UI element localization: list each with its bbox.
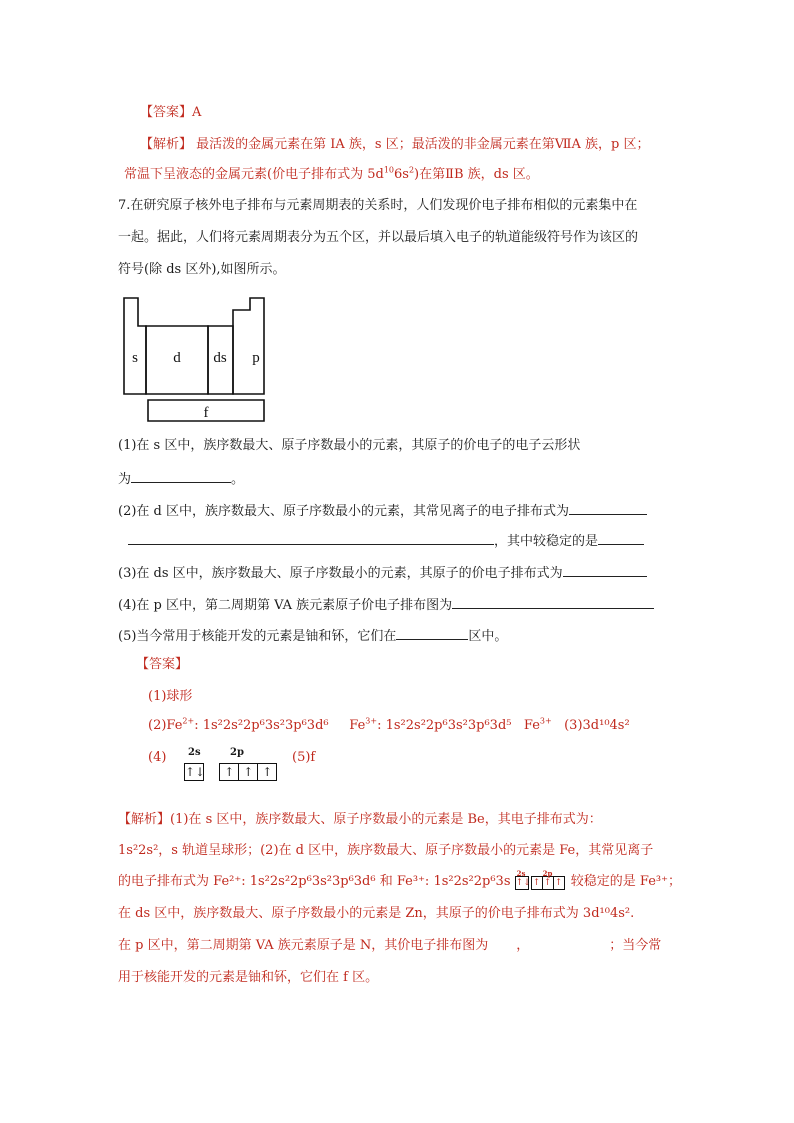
answer-blank-2a[interactable] xyxy=(569,500,647,515)
analysis-line-2-prev: 常温下呈液态的金属元素(价电子排布式为 $5d^{10}6s^2$)在第ⅡB 族，ds 区。 xyxy=(124,165,539,182)
q7-sub-1-blank-line: 为 。 xyxy=(118,468,244,489)
answer-1: (1)球形 xyxy=(148,689,193,704)
q7-sub-5: (5)当今常用于核能开发的元素是铀和钚，它们在 区中。 xyxy=(118,625,507,646)
answer-5: (5)f xyxy=(292,750,316,765)
orbital-2p-box: ↑ xyxy=(219,763,239,781)
periodic-table-block-diagram xyxy=(118,292,274,426)
answer-label-prev: 【答案】A xyxy=(140,105,202,120)
q7-line-3: 符号(除 ds 区外),如图所示。 xyxy=(118,262,286,277)
orbital-diagram-answer xyxy=(184,747,276,781)
answer-blank-1[interactable] xyxy=(131,468,231,483)
q7-line-1: 7.在研究原子核外电子排布与元素周期表的关系时，人们发现价电子排布相似的元素集中在 xyxy=(118,198,638,213)
q7-sub-1: (1)在 s 区中，族序数最大、原子序数最小的元素，其原子的价电子的电子云形状 xyxy=(118,438,581,453)
ds-block-label: ds xyxy=(213,350,227,366)
answer-4-label: (4) xyxy=(148,750,167,765)
answer-label: 【答案】 xyxy=(136,657,189,672)
q7-sub-4: (4)在 p 区中，第二周期第 VA 族元素原子价电子排布图为 xyxy=(118,594,654,615)
explain-line-3: 的电子排布式为 Fe²⁺: 1s²2s²2p⁶3s²3p⁶3d⁶ 和 Fe³⁺: 1s²2s²2p⁶3s 2s 2p ↑↓ ↑ ↑ ↑ 较稳定的是 Fe³⁺； xyxy=(118,869,682,889)
answer-blank-3[interactable] xyxy=(563,562,647,577)
q7-sub-3: (3)在 ds 区中，族序数最大、原子序数最小的元素，其原子的价电子排布式为 xyxy=(118,562,647,583)
answer-blank-4[interactable] xyxy=(452,594,654,609)
analysis-line-1-prev: 【解析】 最活泼的金属元素在第 IA 族，s 区；最活泼的非金属元素在第ⅦA 族，p 区； xyxy=(140,137,650,152)
answer-blank-2b[interactable] xyxy=(128,530,494,545)
inline-orbital-diagram: 2s 2p ↑↓ ↑ ↑ ↑ xyxy=(515,873,567,891)
p-block-label: p xyxy=(252,350,260,366)
explain-line-2: 1s²2s²，s 轨道呈球形；(2)在 d 区中，族序数最大、原子序数最小的元素是 Fe，其常见离子 xyxy=(118,843,654,858)
orbital-2p-box: ↑ xyxy=(257,763,277,781)
explain-line-5: 在 p 区中，第二周期第 VA 族元素原子是 N，其价电子排布图为 ， ；当今常 xyxy=(118,938,662,953)
explain-line-1: 【解析】(1)在 s 区中，族序数最大、原子序数最小的元素是 Be，其电子排布式为： xyxy=(118,812,602,827)
q7-line-2: 一起。据此，人们将元素周期表分为五个区，并以最后填入电子的轨道能级符号作为该区的 xyxy=(118,230,639,245)
q7-sub-2-cont: ，其中较稳定的是 xyxy=(128,530,644,551)
orbital-2p-label: 2p xyxy=(230,747,244,758)
explain-line-4: 在 ds 区中，族序数最大、原子序数最小的元素是 Zn，其原子的价电子排布式为 3d¹⁰4s². xyxy=(118,906,635,921)
orbital-2p-box: ↑ xyxy=(238,763,258,781)
orbital-2s-label: 2s xyxy=(188,747,201,758)
orbital-2s-box: ↑↓ xyxy=(185,765,206,779)
f-block-label: f xyxy=(203,405,209,421)
explain-line-6: 用于核能开发的元素是铀和钚，它们在 f 区。 xyxy=(118,970,379,985)
d-block-label: d xyxy=(173,350,181,366)
answer-blank-2c[interactable] xyxy=(598,530,644,545)
s-block-label: s xyxy=(132,350,138,366)
q7-sub-2: (2)在 d 区中，族序数最大、原子序数最小的元素，其常见离子的电子排布式为 xyxy=(118,500,647,521)
answer-blank-5[interactable] xyxy=(396,625,468,640)
answer-2-3: $(2)Fe^{2+}$: 1s²2s²2p⁶3s²3p⁶3d⁶ $Fe^{3+}$: 1s²2s²2p⁶3s²3p⁶3d⁵ $Fe^{3+}$ (3)3d¹⁰4s² xyxy=(148,716,630,733)
